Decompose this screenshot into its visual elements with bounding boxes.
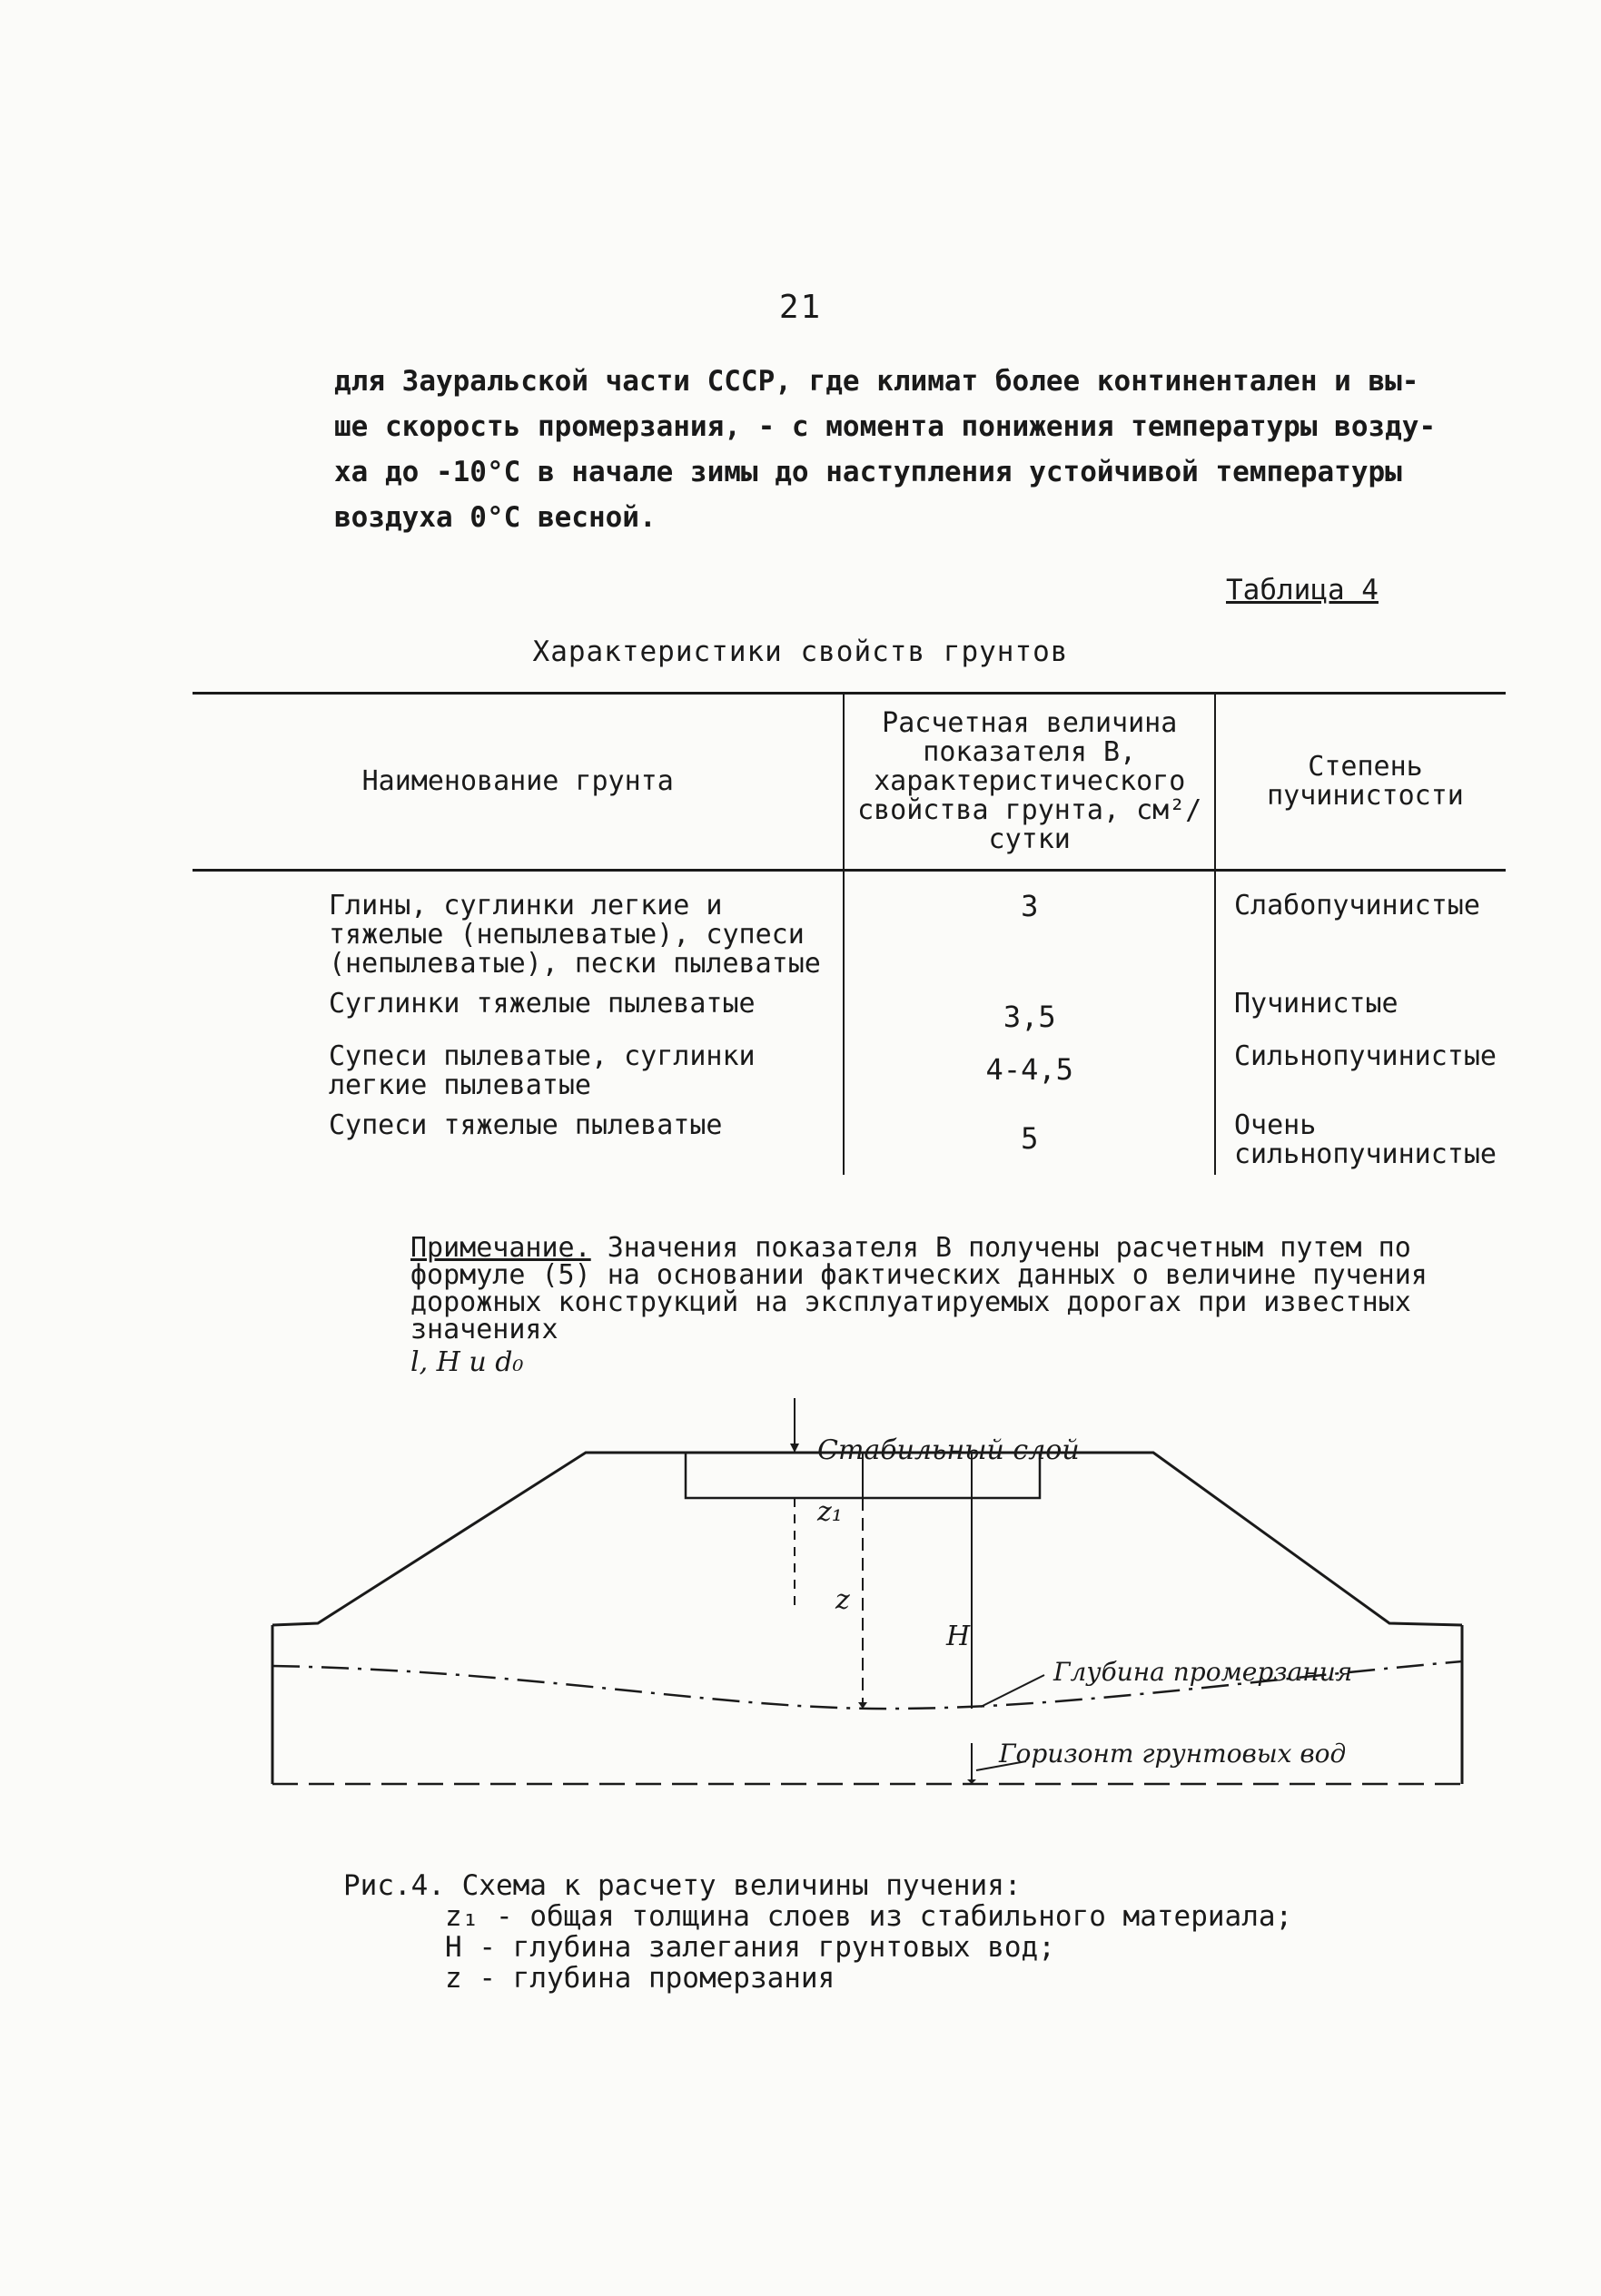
note-label: Примечание. [410, 1232, 591, 1264]
intro-paragraph [334, 359, 1551, 540]
table-row [193, 1037, 1506, 1106]
header-soil-name: Наименование грунта [193, 694, 844, 871]
intro-line: ха до -10°С в начале зимы до наступления устойчивой температуры [334, 456, 1402, 488]
table-note [410, 1232, 1527, 1378]
cell-soil-name: Супеси тяжелые пылеватые [329, 1109, 723, 1141]
cell-b-value: 5 [844, 1106, 1215, 1175]
cell-soil-name: Суглинки тяжелые пылеватые [329, 988, 756, 1020]
embankment-outline [272, 1453, 1462, 1625]
note-formula: l, H и d₀ [410, 1346, 524, 1378]
cell-heave-degree: Слабопучинистые [1234, 890, 1480, 921]
intro-line: воздуха 0°С весной. [334, 501, 657, 534]
table-row [193, 871, 1506, 985]
header-b-value: Расчетная величина показателя B, характеристического свойства грунта, см²/сутки [844, 694, 1215, 871]
caption-item: z₁ - общая толщина слоев из стабильного материала; [445, 1900, 1293, 1933]
cell-heave-degree: Очень сильнопучинистые [1234, 1109, 1497, 1170]
table-header-row [193, 694, 1506, 871]
cell-soil-name: Глины, суглинки легкие и тяжелые (непылеватые), супеси (непылеватые), пески пылеватые [329, 890, 821, 980]
label-z1: z₁ [817, 1496, 843, 1528]
label-groundwater: Горизонт грунтовых вод [999, 1739, 1347, 1769]
note-text: Значения показателя B получены расчетным путем по формуле (5) на основании фактических данных о величине пучения дорожных конструкций на эксплуатируемых дорогах при известных значениях [410, 1232, 1428, 1345]
cell-soil-name: Супеси пылеватые, суглинки легкие пылеватые [329, 1040, 756, 1101]
intro-line: для Зауральской части СССР, где климат более континентален и вы- [334, 365, 1419, 398]
caption-title: Рис.4. Схема к расчету величины пучения: [343, 1869, 1022, 1902]
label-z: z [835, 1584, 850, 1616]
intro-line: ше скорость промерзания, - с момента понижения температуры возду- [334, 410, 1437, 443]
caption-item: H - глубина залегания грунтовых вод; [445, 1931, 1055, 1964]
figure-caption [343, 1870, 1542, 1994]
table-row [193, 984, 1506, 1037]
cell-b-value: 3 [844, 871, 1215, 985]
table-label: Таблица 4 [1226, 574, 1379, 606]
cell-b-value: 4-4,5 [844, 1037, 1215, 1106]
cell-b-value: 3,5 [844, 984, 1215, 1037]
label-freezing-depth: Глубина промерзания [1053, 1657, 1353, 1687]
cell-heave-degree: Сильнопучинистые [1234, 1040, 1497, 1072]
freeze-leader [981, 1675, 1044, 1707]
table-row [193, 1106, 1506, 1175]
soil-properties-table [193, 692, 1506, 1175]
table-caption: Характеристики свойств грунтов [532, 636, 1069, 668]
cell-heave-degree: Пучинистые [1234, 988, 1398, 1020]
caption-item: z - глубина промерзания [445, 1962, 835, 1995]
label-H: H [946, 1621, 971, 1652]
heave-scheme-figure [254, 1380, 1544, 1807]
header-heave-degree: Степень пучинистости [1215, 694, 1506, 871]
label-stable-layer: Стабильный слой [817, 1434, 1080, 1466]
page-number: 21 [778, 289, 823, 326]
